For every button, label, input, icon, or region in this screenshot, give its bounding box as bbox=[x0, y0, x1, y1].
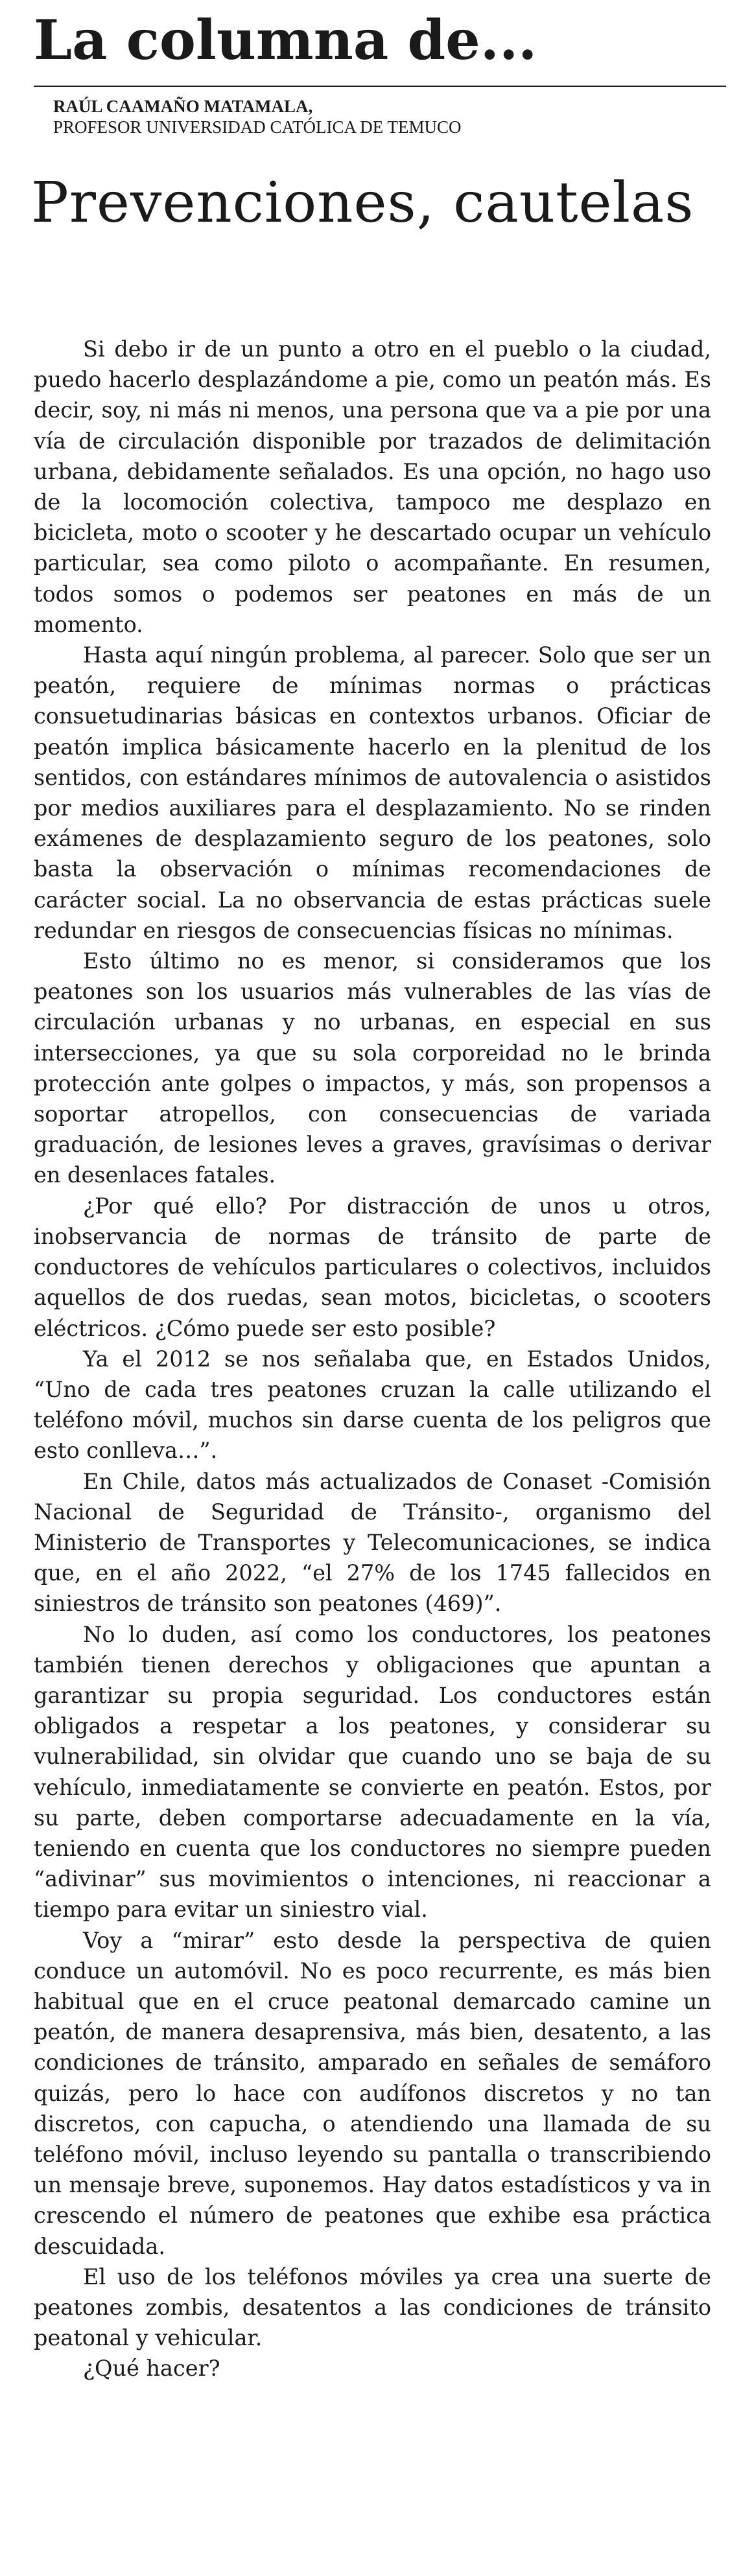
article-headline: Prevenciones, cautelas bbox=[31, 170, 694, 235]
article-body bbox=[34, 334, 711, 2384]
section-title: La columna de... bbox=[34, 8, 537, 72]
paragraph: El uso de los teléfonos móviles ya crea una suerte de peatones zombis, desatentos a las condiciones de tránsito peatonal y vehicular. bbox=[34, 2264, 711, 2351]
author-name: RAÚL CAAMAÑO MATAMALA, bbox=[53, 97, 313, 116]
paragraph: Esto último no es menor, si consideramos que los peatones son los usuarios más vulnerables de las vías de circulación urbanas y no urbanas, en especial en sus intersecciones, ya que su sola corporeidad no le brinda protección ante golpes o impactos, y más, son propensos a soportar atropellos, con consecuencias de variada graduación, de lesiones leves a graves, gravísimas o derivar en desenlaces fatales. bbox=[34, 948, 711, 1188]
paragraph: En Chile, datos más actualizados de Conaset -Comisión Nacional de Seguridad de Tránsito-, organismo del Ministerio de Transportes y Telecomunicaciones, se indica que, en el año 2022, “el 27% de los 1745 fallecidos en siniestros de tránsito son peatones (469)”. bbox=[34, 1468, 711, 1617]
paragraph: Voy a “mirar” esto desde la perspectiva de quien conduce un automóvil. No es poco recurrente, es más bien habitual que en el cruce peatonal demarcado camine un peatón, de manera desaprensiva, más bien, desatento, a las condiciones de tránsito, amparado en señales de semáforo quizás, pero lo hace con audífonos discretos y no tan discretos, con capucha, o atendiendo una llamada de su teléfono móvil, incluso leyendo su pantalla o transcribiendo un mensaje breve, suponemos. Hay datos estadísticos y va in crescendo el número de peatones que exhibe esa práctica descuidada. bbox=[34, 1927, 711, 2259]
paragraph: Si debo ir de un punto a otro en el pueblo o la ciudad, puedo hacerlo desplazándome a pie, como un peatón más. Es decir, soy, ni más ni menos, una persona que va a pie por una vía de circulación disponible por trazados de delimitación urbana, debidamente señalados. Es una opción, no hago uso de la locomoción colectiva, tampoco me desplazo en bicicleta, moto o scooter y he descartado ocupar un vehículo particular, sea como piloto o acompañante. En resumen, todos somos o podemos ser peatones en más de un momento. bbox=[34, 336, 711, 637]
paragraph: No lo duden, así como los conductores, los peatones también tienen derechos y obligaciones que apuntan a garantizar su propia seguridad. Los conductores están obligados a respetar a los peatones, y considerar su vulnerabilidad, sin olvidar que cuando uno se baja de su vehículo, inmediatamente se convierte en peatón. Estos, por su parte, deben comportarse adecuadamente en la vía, teniendo en cuenta que los conductores no siempre pueden “adivinar” sus movimientos o intenciones, ni reaccionar a tiempo para evitar un siniestro vial. bbox=[34, 1621, 711, 1923]
author-affiliation: PROFESOR UNIVERSIDAD CATÓLICA DE TEMUCO bbox=[53, 117, 462, 137]
paragraph: Ya el 2012 se nos señalaba que, en Estados Unidos, “Uno de cada tres peatones cruzan la calle utilizando el teléfono móvil, muchos sin darse cuenta de los peligros que esto conlleva…”. bbox=[34, 1346, 711, 1464]
paragraph: Hasta aquí ningún problema, al parecer. Solo que ser un peatón, requiere de mínimas normas o prácticas consuetudinarias básicas en contextos urbanos. Oficiar de peatón implica básicamente hacerlo en la plenitud de los sentidos, con estándares mínimos de autovalencia o asistidos por medios auxiliares para el desplazamiento. No se rinden exámenes de desplazamiento seguro de los peatones, solo basta la observación o mínimas recomendaciones de carácter social. La no observancia de estas prácticas suele redundar en riesgos de consecuencias físicas no mínimas. bbox=[34, 642, 711, 943]
header-divider bbox=[34, 86, 726, 87]
paragraph: ¿Qué hacer? bbox=[83, 2356, 220, 2382]
paragraph: ¿Por qué ello? Por distracción de unos u otros, inobservancia de normas de tránsito de parte de conductores de vehículos particulares o colectivos, incluidos aquellos de dos ruedas, sean motos, bicicletas, o scooters eléctricos. ¿Cómo puede ser esto posible? bbox=[34, 1193, 711, 1341]
